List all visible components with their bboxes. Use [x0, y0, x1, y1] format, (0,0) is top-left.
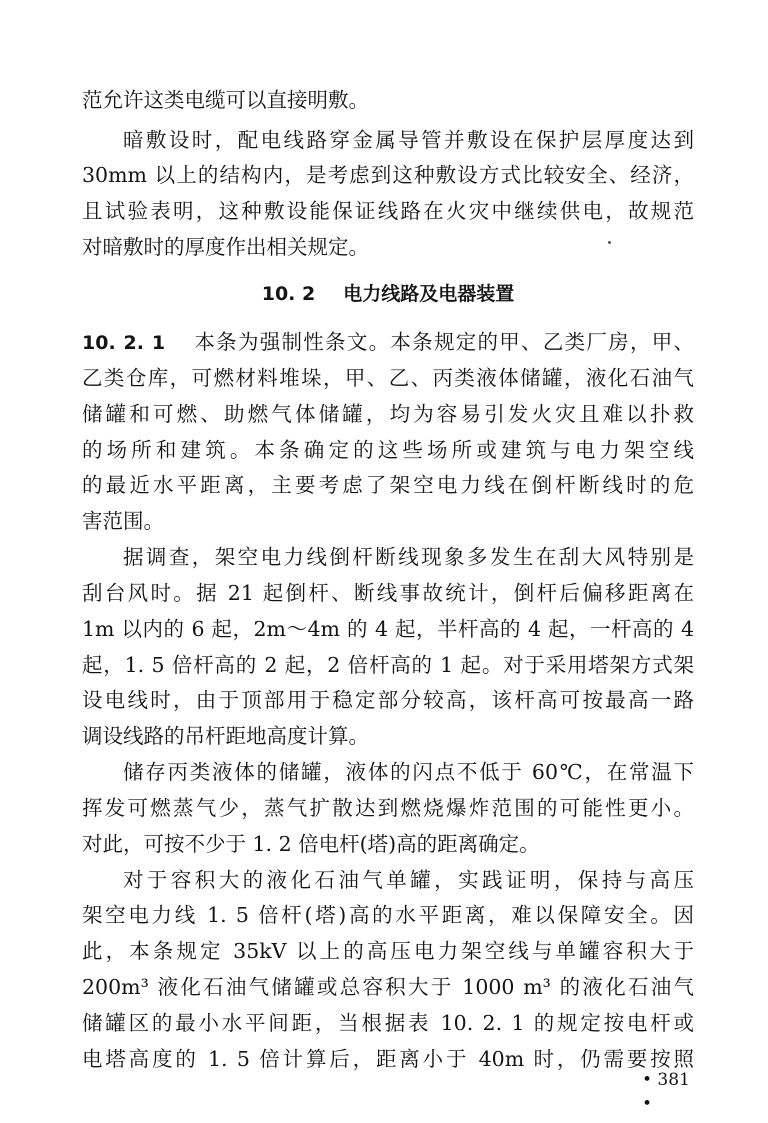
text-line: 起，1. 5 倍杆高的 2 起，2 倍杆高的 1 起。对于采用塔架方式架 — [82, 653, 694, 677]
text-line: 对暗敷时的厚度作出相关规定。 — [82, 235, 369, 259]
text-line: 暗敷设时，配电线路穿金属导管并敷设在保护层厚度达到 — [123, 128, 694, 152]
text-line: 设电线时，由于顶部用于稳定部分较高，该杆高可按最高一路 — [82, 688, 694, 712]
text-line: 储罐和可燃、助燃气体储罐，均为容易引发火灾且难以扑救 — [82, 402, 694, 426]
section-number: 10. 2 — [261, 283, 316, 305]
clause-first-line — [82, 324, 694, 360]
text-line: 据调查，架空电力线倒杆断线现象多发生在刮大风特别是 — [123, 545, 694, 569]
text-line: 架空电力线 1. 5 倍杆(塔)高的水平距离，难以保障安全。因 — [82, 903, 694, 927]
text-line: 200m³ 液化石油气储罐或总容积大于 1000 m³ 的液化石油气 — [82, 975, 694, 999]
text-line: 乙类仓库，可燃材料堆垛，甲、乙、丙类液体储罐，液化石油气 — [82, 366, 694, 390]
section-heading — [82, 276, 694, 312]
text-line: 且试验表明，这种敷设能保证线路在火灾中继续供电，故规范 — [82, 199, 694, 223]
text-line: 刮台风时。据 21 起倒杆、断线事故统计，倒杆后偏移距离在 — [82, 581, 694, 605]
document-page — [82, 0, 694, 1123]
text-line: 挥发可燃蒸气少，蒸气扩散达到燃烧爆炸范围的可能性更小。 — [82, 796, 694, 820]
text-line: 的场所和建筑。本条确定的这些场所或建筑与电力架空线 — [82, 438, 694, 462]
stray-dot-mark — [608, 241, 611, 244]
text-line: 储存丙类液体的储罐，液体的闪点不低于 60℃，在常温下 — [123, 760, 694, 784]
text-line: 对此，可按不少于 1. 2 倍电杆(塔)高的距离确定。 — [82, 832, 540, 856]
text-line: 调设线路的吊杆距地高度计算。 — [82, 724, 369, 748]
text-line: 范允许这类电缆可以直接明敷。 — [82, 88, 369, 112]
text-line: 的最近水平距离，主要考虑了架空电力线在倒杆断线时的危 — [82, 473, 694, 497]
page-number: • 381 • — [642, 1070, 690, 1114]
text-line: 储罐区的最小水平间距，当根据表 10. 2. 1 的规定按电杆或 — [82, 1011, 694, 1035]
text-line: 电塔高度的 1. 5 倍计算后，距离小于 40m 时，仍需要按照 — [82, 1047, 694, 1071]
text-line: 此，本条规定 35kV 以上的高压电力架空线与单罐容积大于 — [82, 939, 694, 963]
text-line: 1m 以内的 6 起，2m～4m 的 4 起，半杆高的 4 起，一杆高的 4 — [82, 617, 694, 641]
text-line: 30mm 以上的结构内，是考虑到这种敷设方式比较安全、经济， — [82, 163, 694, 187]
text-line: 害范围。 — [82, 509, 164, 533]
clause-number: 10. 2. 1 — [82, 332, 166, 354]
section-title: 电力线路及电器装置 — [343, 283, 515, 305]
clause-text: 本条为强制性条文。本条规定的甲、乙类厂房，甲、 — [193, 330, 695, 354]
text-line: 对于容积大的液化石油气单罐，实践证明，保持与高压 — [123, 868, 694, 892]
